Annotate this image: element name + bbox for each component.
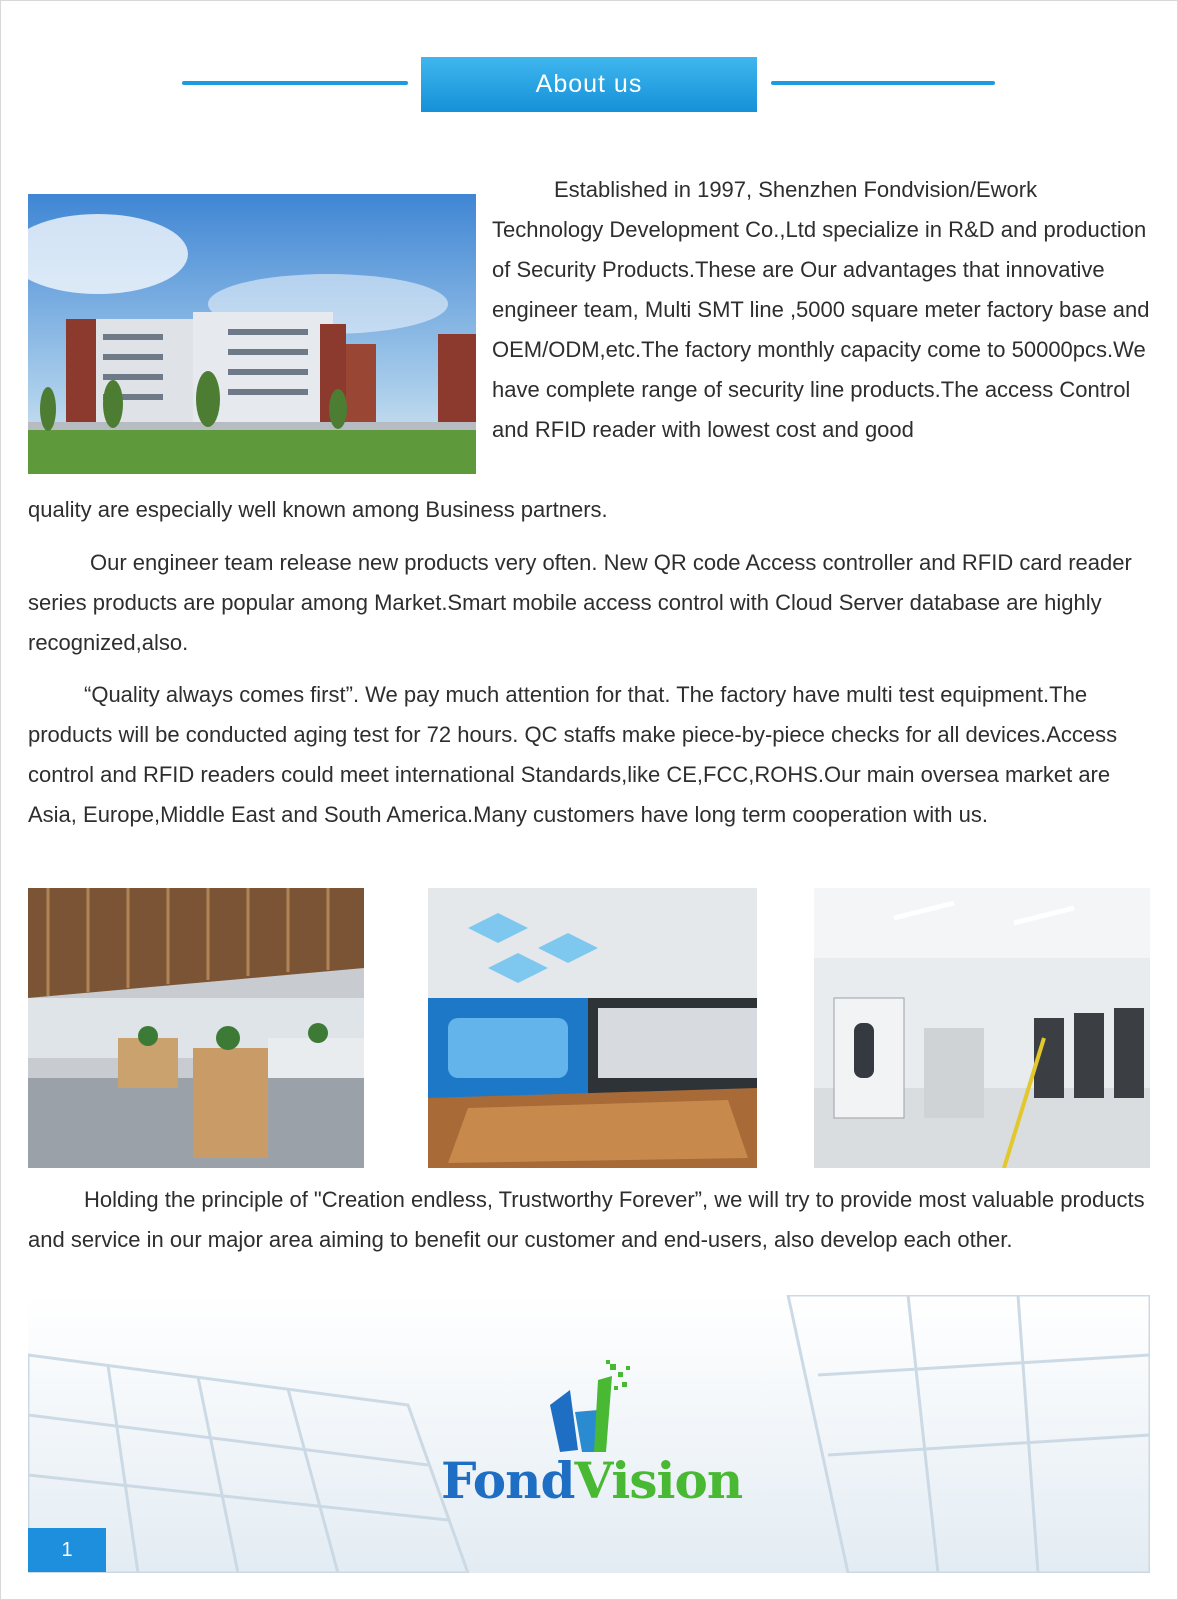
factory-building-photo — [28, 194, 476, 474]
showroom-photo — [428, 888, 757, 1168]
page-number: 1 — [28, 1528, 106, 1572]
fondvision-logo: FondVision — [441, 1451, 743, 1510]
intro-paragraph-end: quality are especially well known among Business partners. — [28, 497, 608, 522]
quality-paragraph: “Quality always comes first”. We pay much attention for that. The factory have multi test equipment.The products will be conducted aging test for 72 hours. QC staffs make piece-by-piece checks for all devices.Access control and RFID readers could meet international Standards,like CE,FCC,ROHS.Our main oversea market are Asia, Europe,Middle East and South America.Many customers have long term cooperation with us. — [28, 682, 1118, 827]
header-line-left — [182, 81, 408, 85]
header-line-right — [771, 81, 995, 85]
principle-paragraph: Holding the principle of "Creation endless, Trustworthy Forever”, we will try to provide most valuable products and service in our major area aiming to benefit our customer and end-users, also develop each other. — [28, 1187, 1145, 1252]
office-photo — [28, 888, 364, 1168]
intro-paragraph: Established in 1997, Shenzhen Fondvision/Ework Technology Development Co.,Ltd specialize in R&D and production of Security Products.These are Our advantages that innovative engineer team, Multi SMT line ,5000 square meter factory base and OEM/ODM,etc.The factory monthly capacity come to 50000pcs.We have complete range of security line products.The access Control and RFID reader with lowest cost and good — [492, 177, 1150, 442]
section-title: About us — [421, 57, 757, 112]
workshop-photo — [814, 888, 1150, 1168]
engineering-paragraph: Our engineer team release new products very often. New QR code Access controller and RFID card reader series products are popular among Market.Smart mobile access control with Cloud Server database are highly recognized,also. — [28, 550, 1132, 655]
fondvision-logo-mark — [540, 1360, 650, 1460]
